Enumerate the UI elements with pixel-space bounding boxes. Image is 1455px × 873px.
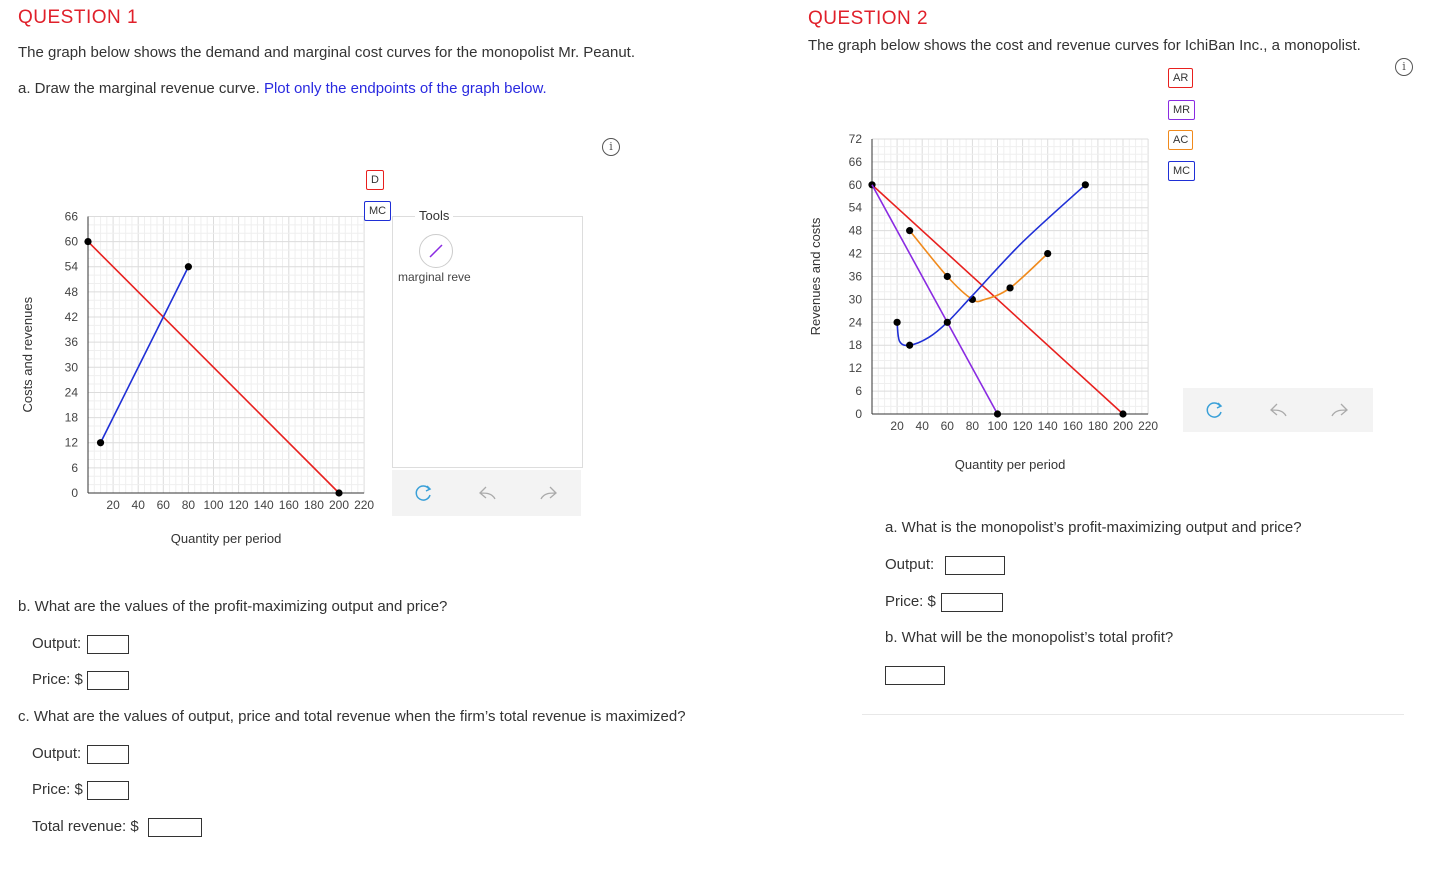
- x-tick-label: 60: [156, 498, 170, 512]
- q2-ac-point: [944, 273, 951, 280]
- q1-part-c: c. What are the values of output, price and total revenue when the firm’s total revenue is maximized?: [18, 708, 686, 725]
- y-tick-label: 0: [71, 486, 78, 500]
- reset-icon[interactable]: [1203, 399, 1225, 421]
- q1-y-axis-label: Costs and revenues: [20, 296, 35, 413]
- q1-b-output-input[interactable]: [87, 635, 129, 654]
- x-tick-label: 20: [890, 419, 904, 433]
- q2-mc-point: [894, 319, 901, 326]
- x-tick-label: 80: [181, 498, 196, 512]
- q1-d-point: [335, 489, 342, 496]
- x-tick-label: 100: [203, 498, 224, 512]
- line-draw-tool-button[interactable]: [419, 234, 453, 268]
- q1-c-price-input[interactable]: [87, 781, 129, 800]
- x-tick-label: 100: [987, 419, 1008, 433]
- q1-c-price-label: Price: $: [32, 781, 83, 798]
- legend-ar-button[interactable]: AR: [1168, 68, 1193, 88]
- q2-ac-point: [906, 227, 913, 234]
- q1-c-output-label: Output:: [32, 745, 82, 762]
- q2-ar-point: [868, 181, 875, 188]
- legend-mr-button[interactable]: MR: [1168, 100, 1195, 120]
- x-tick-label: 80: [965, 419, 980, 433]
- q2-b-profit-input[interactable]: [885, 666, 945, 685]
- q2-toolbar: [1183, 388, 1373, 432]
- q1-d-point: [84, 238, 91, 245]
- q1-title: QUESTION 1: [18, 7, 139, 28]
- line-tool-icon: [420, 235, 452, 267]
- y-tick-label: 60: [64, 234, 78, 249]
- y-tick-label: 48: [848, 223, 862, 238]
- x-tick-label: 140: [253, 498, 274, 512]
- q2-part-a: a. What is the monopolist’s profit-maximizing output and price?: [885, 519, 1302, 536]
- y-tick-label: 54: [64, 259, 78, 274]
- q2-mc-point: [944, 319, 951, 326]
- q2-info-icon[interactable]: i: [1395, 58, 1413, 76]
- y-tick-label: 66: [64, 209, 78, 224]
- q2-y-axis-label: Revenues and costs: [808, 217, 823, 336]
- y-tick-label: 12: [848, 361, 862, 376]
- x-tick-label: 40: [915, 419, 929, 433]
- q2-grid: [872, 139, 1148, 414]
- legend-mc-button-q2[interactable]: MC: [1168, 161, 1195, 181]
- q2-title: QUESTION 2: [808, 8, 929, 29]
- y-tick-label: 6: [855, 384, 862, 399]
- x-tick-label: 20: [106, 498, 120, 512]
- q2-a-output-label: Output:: [885, 556, 935, 573]
- legend-d-button[interactable]: D: [366, 170, 384, 190]
- q2-part-b: b. What will be the monopolist’s total profit?: [885, 629, 1174, 646]
- reset-icon[interactable]: [412, 482, 434, 504]
- y-tick-label: 6: [71, 460, 78, 475]
- y-tick-label: 72: [848, 131, 862, 146]
- y-tick-label: 30: [848, 292, 862, 307]
- q2-mc-point: [906, 342, 913, 349]
- redo-icon[interactable]: [1329, 399, 1351, 421]
- q2-mc-point: [1082, 181, 1089, 188]
- x-tick-label: 120: [1012, 419, 1033, 433]
- y-tick-label: 36: [64, 335, 78, 350]
- q1-b-output-label: Output:: [32, 635, 82, 652]
- y-tick-label: 42: [848, 246, 862, 261]
- y-tick-label: 54: [848, 200, 862, 215]
- q1-b-price-input[interactable]: [87, 671, 129, 690]
- marginal-revenue-tool-label[interactable]: marginal reve: [398, 270, 471, 284]
- y-tick-label: 60: [848, 177, 862, 192]
- q1-c-output-input[interactable]: [87, 745, 129, 764]
- x-tick-label: 140: [1037, 419, 1058, 433]
- q1-b-price-label: Price: $: [32, 671, 83, 688]
- x-tick-label: 200: [328, 498, 350, 512]
- q1-tools-panel: [392, 208, 583, 468]
- x-tick-label: 160: [1062, 419, 1083, 433]
- q1-part-a-hint: Plot only the endpoints of the graph below.: [263, 80, 547, 97]
- y-tick-label: 36: [848, 269, 862, 284]
- q1-part-a: [18, 80, 547, 97]
- q1-info-icon[interactable]: i: [602, 138, 620, 156]
- q2-a-price-label: Price: $: [885, 593, 936, 610]
- undo-icon[interactable]: [476, 482, 498, 504]
- x-tick-label: 40: [131, 498, 145, 512]
- q2-ar-point: [1119, 410, 1126, 417]
- q2-intro: The graph below shows the cost and revenue curves for IchiBan Inc., a monopolist.: [808, 37, 1361, 54]
- y-tick-label: 66: [848, 154, 862, 169]
- q2-a-output-input[interactable]: [945, 556, 1005, 575]
- q1-grid: [88, 216, 364, 493]
- x-tick-label: 120: [228, 498, 249, 512]
- q1-x-axis-label: Quantity per period: [170, 531, 282, 546]
- tools-label: Tools: [415, 208, 453, 223]
- redo-icon[interactable]: [538, 482, 560, 504]
- x-tick-label: 180: [303, 498, 324, 512]
- y-tick-label: 12: [64, 435, 78, 450]
- x-tick-label: 160: [278, 498, 299, 512]
- q1-intro: The graph below shows the demand and marginal cost curves for the monopolist Mr. Peanut.: [18, 44, 635, 61]
- y-tick-label: 30: [64, 360, 78, 375]
- q2-a-price-input[interactable]: [941, 593, 1003, 612]
- y-tick-label: 24: [848, 315, 862, 330]
- q1-part-a-text: a. Draw the marginal revenue curve.: [18, 80, 260, 97]
- y-tick-label: 0: [855, 407, 862, 421]
- x-tick-label: 220: [1138, 419, 1159, 433]
- q2-x-axis-label: Quantity per period: [954, 457, 1066, 472]
- y-tick-label: 24: [64, 385, 78, 400]
- q1-chart[interactable]: [18, 195, 378, 555]
- legend-mc-button[interactable]: MC: [364, 201, 391, 221]
- y-tick-label: 18: [848, 338, 862, 353]
- x-tick-label: 200: [1112, 419, 1134, 433]
- q1-mc-point: [185, 263, 192, 270]
- q1-c-total-revenue-label: Total revenue: $: [32, 818, 139, 835]
- legend-ac-button[interactable]: AC: [1168, 130, 1193, 150]
- q2-ac-point: [1006, 284, 1013, 291]
- q1-c-total-revenue-input[interactable]: [148, 818, 202, 837]
- undo-icon[interactable]: [1267, 399, 1289, 421]
- q1-mc-point: [97, 439, 104, 446]
- y-tick-label: 18: [64, 410, 78, 425]
- q1-part-b: b. What are the values of the profit-maximizing output and price?: [18, 598, 448, 615]
- x-tick-label: 60: [940, 419, 954, 433]
- x-tick-label: 220: [354, 498, 375, 512]
- q2-mr-point: [994, 410, 1001, 417]
- y-tick-label: 48: [64, 284, 78, 299]
- x-tick-label: 180: [1087, 419, 1108, 433]
- y-tick-label: 42: [64, 310, 78, 325]
- divider: [862, 714, 1404, 715]
- q2-chart[interactable]: [806, 125, 1176, 480]
- q2-ac-point: [1044, 250, 1051, 257]
- q1-toolbar: [392, 470, 581, 516]
